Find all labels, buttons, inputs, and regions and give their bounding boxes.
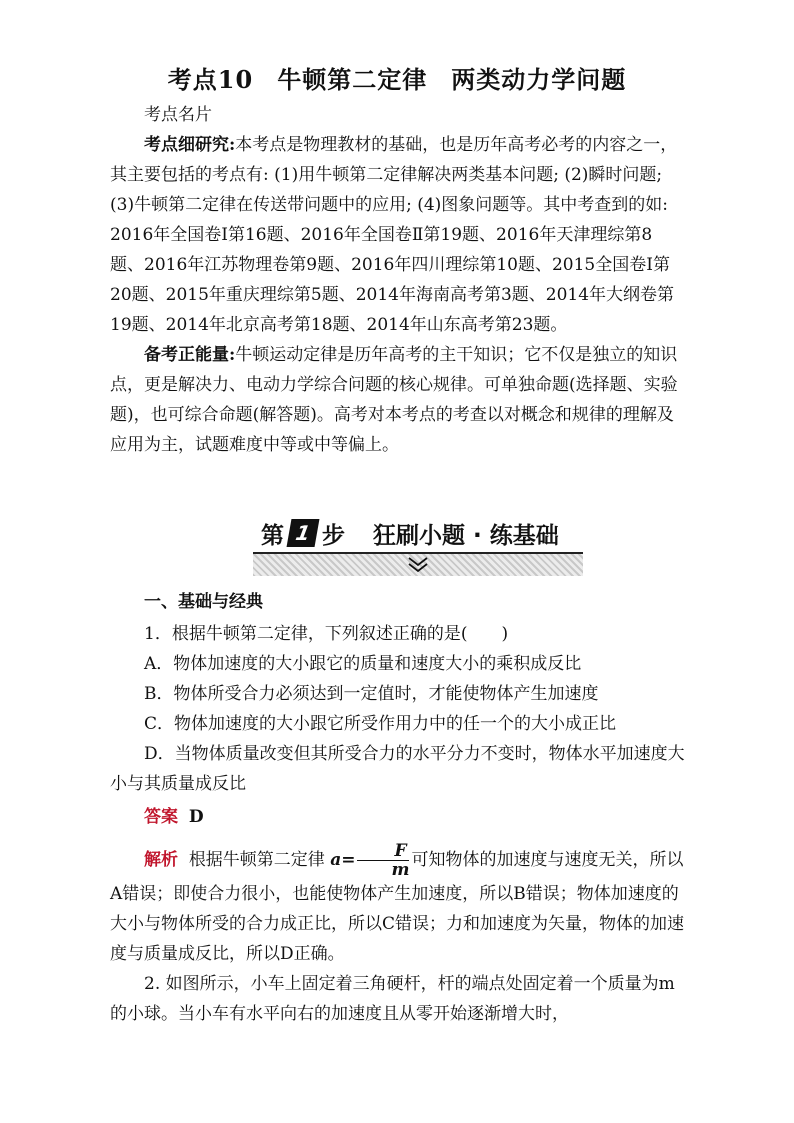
question-1-stem: 1．根据牛顿第二定律，下列叙述正确的是( ): [144, 624, 509, 644]
energy-text: 牛顿运动定律是历年高考的主干知识；它不仅是独立的知识点，更是解决力、电动力学综合问题的核心规律。可单独命题(选择题、实验题)，也可综合命题(解答题)。高考对本考点的考查以对概念和规律的理解及应用为主，试题难度中等或中等偏上。: [110, 345, 678, 455]
step-banner: [253, 516, 583, 578]
formula-denominator: m: [391, 860, 410, 880]
title-part-3: 两类动力学问题: [451, 65, 627, 94]
formula-lhs: a=: [330, 850, 356, 870]
answer-label: 答案: [144, 807, 178, 827]
step-word-1: 第: [261, 522, 284, 549]
card-title: 考点名片: [144, 105, 212, 125]
question-1-option-a: A．物体加速度的大小跟它的质量和速度大小的乘积成反比: [144, 654, 582, 674]
title-part-2: 牛顿第二定律: [277, 65, 428, 94]
double-chevron-down-icon: [403, 556, 433, 574]
analysis-intro: 根据牛顿第二定律: [188, 850, 325, 870]
energy-label: 备考正能量:: [144, 345, 236, 365]
research-label: 考点细研究:: [144, 135, 236, 155]
question-1-option-c: C．物体加速度的大小跟它所受作用力中的任一个的大小成正比: [144, 714, 617, 734]
page-title: [0, 60, 794, 95]
question-2-stem: 2. 如图所示，小车上固定着三角硬杆，杆的端点处固定着一个质量为m的小球。当小车有水平向右的加速度且从零开始逐渐增大时，: [110, 974, 675, 1024]
analysis-paragraph: [110, 842, 685, 969]
step-banner-text: 狂刷小题 · 练基础: [373, 522, 559, 549]
answer-line: [110, 802, 685, 832]
analysis-text: 可知物体的加速度与速度无关，所以A错误；即使合力很小，也能使物体产生加速度，所以B错误；物体加速度的大小与物体所受的合力成正比，所以C错误；力和加速度为矢量，物体的加速度与质量成反比，所以D正确。: [110, 850, 685, 964]
formula-numerator: F: [357, 842, 409, 861]
research-paragraph: [110, 130, 685, 340]
formula-fraction: [357, 842, 409, 879]
title-part-1: 考点10: [167, 65, 254, 94]
question-1-option-b: B．物体所受合力必须达到一定值时，才能使物体产生加速度: [144, 684, 599, 704]
energy-paragraph: [110, 340, 685, 460]
step-number-badge: 1: [287, 519, 320, 547]
intro-block: [110, 100, 685, 460]
question-1-option-d: D．当物体质量改变但其所受合力的水平分力不变时，物体水平加速度大小与其质量成反比: [110, 744, 685, 794]
section-heading: 一、基础与经典: [144, 592, 263, 612]
research-text: 本考点是物理教材的基础，也是历年高考必考的内容之一，其主要包括的考点有: (1)用牛顿第二定律解决两类基本问题; (2)瞬时问题; (3)牛顿第二定律在传送带问题中的应用; (4)图象问题等。其中考查到的如: 2016年全国卷Ⅰ第16题、2016年全国卷Ⅱ第19题、2016年天津理综第8题、2016年江苏物理卷第9题、2016年四川理综第10题、2015全国卷Ⅰ第20题、2015年重庆理综第5题、2014年海南高考第3题、2014年大纲卷第19题、2014年北京高考第18题、2014年山东高考第23题。: [110, 135, 678, 335]
step-banner-heading: [253, 516, 583, 550]
question-block: [110, 587, 685, 1029]
analysis-label: 解析: [144, 850, 178, 870]
step-word-2: 步: [322, 522, 345, 549]
answer-value: D: [188, 807, 204, 827]
